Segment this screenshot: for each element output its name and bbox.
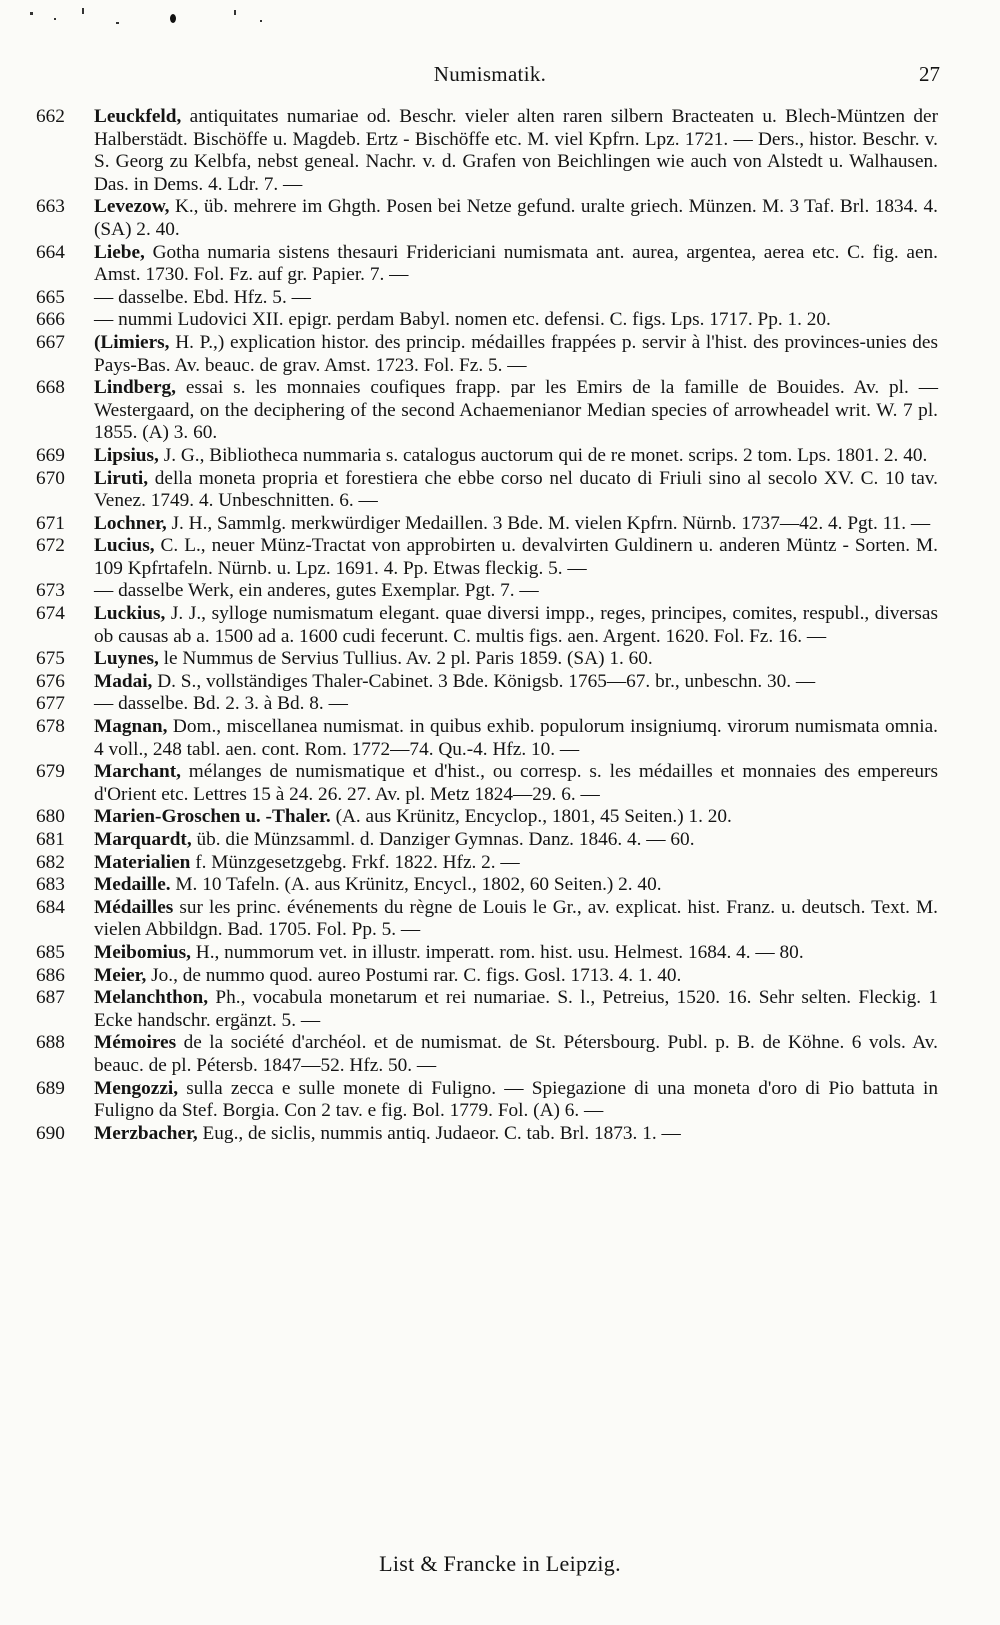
- entry-text: de la société d'archéol. et de numismat. de St. Pétersbourg. Publ. p. B. de Köhne. 6 vols. Av. beauc. de pl. Pétersb. 1847—52. Hfz. 50. —: [94, 1032, 938, 1076]
- entry-author: Madai,: [94, 670, 153, 692]
- catalog-entry: [36, 942, 938, 965]
- entry-text: Eug., de siclis, nummis antiq. Judaeor. C. tab. Brl. 1873. 1. —: [202, 1122, 681, 1144]
- entry-number: 679: [36, 761, 65, 783]
- catalog-entry: [36, 965, 938, 988]
- catalog-entry: [36, 332, 938, 377]
- entry-number: 673: [36, 580, 65, 602]
- entry-author: Leuckfeld,: [94, 106, 182, 127]
- page-header: [40, 62, 940, 92]
- catalog-entry: [36, 445, 938, 468]
- entry-text: f. Münzgesetzgebg. Frkf. 1822. Hfz. 2. —: [195, 851, 520, 873]
- entry-author: Lindberg,: [94, 377, 176, 399]
- catalog-entry: [36, 603, 938, 648]
- entry-author: Lucius,: [94, 535, 155, 557]
- entry-number: 682: [36, 851, 65, 873]
- entry-number: 675: [36, 648, 65, 670]
- catalog-entry: [36, 874, 938, 897]
- entry-number: 683: [36, 874, 65, 896]
- entry-text: Dom., miscellanea numismat. in quibus exhib. populorum insigniumq. virorum numismata omnia. 4 voll., 248 tabl. aen. cont. Rom. 1772—74. Qu.-4. Hfz. 10. —: [94, 716, 938, 760]
- entry-author: Luckius,: [94, 603, 166, 625]
- entry-author: Lipsius,: [94, 444, 159, 466]
- entry-author: Materialien: [94, 851, 191, 873]
- entry-text: H., nummorum vet. in illustr. imperatt. rom. hist. usu. Helmest. 1684. 4. — 80.: [195, 941, 804, 963]
- entry-text: — dasselbe. Ebd. Hfz. 5. —: [94, 286, 311, 308]
- entry-number: 669: [36, 444, 65, 466]
- entry-number: 689: [36, 1077, 65, 1099]
- entry-text: Ph., vocabula monetarum et rei numariae. S. l., Petreius, 1520. 16. Sehr selten. Fleckig. 1 Ecke handschr. ergänzt. 5. —: [94, 987, 938, 1031]
- entry-number: 688: [36, 1032, 65, 1054]
- catalog-entry: [36, 716, 938, 761]
- entry-text: J. G., Bibliotheca nummaria s. catalogus auctorum qui de re monet. scrips. 2 tom. Lps. 1801. 2. 40.: [163, 444, 928, 466]
- entry-author: Luynes,: [94, 648, 159, 670]
- entry-text: — dasselbe Werk, ein anderes, gutes Exemplar. Pgt. 7. —: [94, 580, 539, 602]
- entry-number: 680: [36, 806, 65, 828]
- entry-number: 677: [36, 693, 65, 715]
- entry-author: Melanchthon,: [94, 987, 209, 1009]
- entry-text: Jo., de nummo quod. aureo Postumi rar. C. figs. Gosl. 1713. 4. 1. 40.: [151, 964, 682, 986]
- entry-number: 676: [36, 670, 65, 692]
- entry-number: 665: [36, 286, 65, 308]
- entry-author: Meibomius,: [94, 941, 191, 963]
- entry-author: Marien-Groschen u. -Thaler.: [94, 806, 331, 828]
- catalog-entry: [36, 897, 938, 942]
- catalog-entry: [36, 287, 938, 310]
- entry-text: J. J., sylloge numismatum elegant. quae diversi impp., reges, principes, comites, respubl., diversas ob causas ab a. 1500 ad a. 1600 cudi fecerunt. C. multis figs. aen. Argent. 1620. Fol. Fz. 16. —: [94, 603, 938, 647]
- entry-text: Gotha numaria sistens thesauri Fridericiani numismata ant. aurea, argentea, aerea etc. C. fig. aen. Amst. 1730. Fol. Fz. auf gr. Papier. 7. —: [94, 241, 939, 286]
- catalog-entry: [36, 852, 938, 875]
- entry-number: 687: [36, 987, 65, 1009]
- entry-text: D. S., vollständiges Thaler-Cabinet. 3 Bde. Königsb. 1765—67. br., unbeschn. 30. —: [157, 670, 816, 692]
- catalog-entry: [36, 1032, 938, 1077]
- page-number: 27: [919, 62, 940, 86]
- entry-number: 662: [36, 106, 65, 127]
- entry-text: sulla zecca e sulle monete di Fuligno. — Spiegazione di una moneta d'oro di Pio battuta in Fuligno da Stef. Borgia. Con 2 tav. e fig. Bol. 1779. Fol. (A) 6. —: [94, 1077, 938, 1122]
- entry-number: 686: [36, 964, 65, 986]
- entry-author: Mengozzi,: [94, 1077, 179, 1099]
- entry-text: della moneta propria et forestiera che ebbe corso nel ducato di Friuli sino al secolo XV. C. 10 tav. Venez. 1749. 4. Unbeschnitten. 6. —: [94, 467, 938, 512]
- entry-number: 684: [36, 896, 65, 918]
- entry-author: Liruti,: [94, 467, 149, 489]
- catalog-entry: [36, 671, 938, 694]
- entry-number: 671: [36, 512, 65, 534]
- entry-number: 666: [36, 309, 65, 331]
- entry-number: 663: [36, 196, 65, 218]
- entry-author: Levezow,: [94, 196, 170, 218]
- catalog-entry: [36, 196, 938, 241]
- entry-text: — dasselbe. Bd. 2. 3. à Bd. 8. —: [94, 693, 348, 715]
- entry-text: sur les princ. événements du règne de Louis le Gr., av. explicat. hist. Franz. u. deutsch. Text. M. vielen Abbildgn. Bad. 1705. Fol. Pp. 5. —: [94, 896, 938, 941]
- entry-author: Mémoires: [94, 1032, 177, 1054]
- entry-number: 674: [36, 603, 65, 625]
- entry-number: 670: [36, 467, 65, 489]
- entry-number: 690: [36, 1122, 65, 1144]
- entry-number: 672: [36, 535, 65, 557]
- catalog-entry: [36, 987, 938, 1032]
- entry-text: mélanges de numismatique et d'hist., ou corresp. s. les médailles et monnaies des empereurs d'Orient etc. Lettres 15 à 24. 26. 27. Av. pl. Metz 1824—29. 6. —: [94, 761, 938, 805]
- catalog-entry: [36, 1078, 938, 1123]
- catalog-entry: [36, 580, 938, 603]
- entry-number: 664: [36, 241, 65, 263]
- catalog-entry: [36, 309, 938, 332]
- entry-text: antiquitates numariae od. Beschr. vieler alten raren silbern Bracteaten u. Blech-Müntzen der Halberstädt. Bischöffe u. Magdeb. Ertz - Bischöffe etc. M. viel Kpfrn. Lpz. 1721. — Ders., histor. Beschr. v. S. Georg zu Kelbfa, nebst geneal. Nachr. v. d. Grafen von Beichlingen wie auch von Alstedt u. Walhausen. Das. in Dems. 4. Ldr. 7. —: [94, 106, 938, 195]
- entry-author: Medaille.: [94, 874, 171, 896]
- catalog-entry: [36, 242, 938, 287]
- entry-text: J. H., Sammlg. merkwürdiger Medaillen. 3 Bde. M. vielen Kpfrn. Nürnb. 1737—42. 4. Pgt. 11. —: [171, 512, 931, 534]
- entry-text: (A. aus Krünitz, Encyclop., 1801, 45 Seiten.) 1. 20.: [335, 806, 732, 828]
- entry-author: (Limiers,: [94, 331, 170, 353]
- entry-number: 685: [36, 941, 65, 963]
- entry-number: 678: [36, 716, 65, 738]
- entry-text: essai s. les monnaies coufiques frapp. par les Emirs de la famille de Bouides. Av. pl. — Westergaard, on the deciphering of the second Achaemenianor Median species of arrowheadel writ. W. 7 pl. 1855. (A) 3. 60.: [94, 377, 938, 444]
- catalog-entry: [36, 513, 938, 536]
- entry-text: C. L., neuer Münz-Tractat von approbirten u. devalvirten Guldinern u. anderen Müntz - Sorten. M. 109 Kpfrtafeln. Nürnb. u. Lpz. 1691. 4. Pp. Etwas fleckig. 5. —: [94, 535, 938, 579]
- entry-text: H. P.,) explication histor. des princip. médailles frappées p. servir à l'hist. des provinces-unies des Pays-Bas. Av. beauc. de grav. Amst. 1723. Fol. Fz. 5. —: [94, 331, 938, 376]
- catalog-entry: [36, 693, 938, 716]
- entry-number: 681: [36, 829, 65, 850]
- entry-text: — nummi Ludovici XII. epigr. perdam Babyl. nomen etc. defensi. C. figs. Lps. 1717. Pp. 1. 20.: [94, 309, 831, 331]
- catalog-entry: [36, 377, 938, 445]
- catalog-entry: [36, 535, 938, 580]
- catalog-entries: [36, 106, 938, 1145]
- catalog-entry: [36, 648, 938, 671]
- catalog-entry: [36, 1123, 938, 1146]
- catalog-entry: [36, 468, 938, 513]
- entry-author: Médailles: [94, 896, 174, 918]
- entry-author: Marchant,: [94, 761, 181, 783]
- entry-number: 668: [36, 377, 65, 399]
- entry-text: üb. die Münzsamml. d. Danziger Gymnas. Danz. 1846. 4. — 60.: [196, 829, 695, 850]
- catalog-entry: [36, 806, 938, 829]
- publisher-footer: List & Francke in Leipzig.: [379, 1551, 621, 1576]
- catalog-entry: [36, 829, 938, 852]
- entry-text: K., üb. mehrere im Ghgth. Posen bei Netze gefund. uralte griech. Münzen. M. 3 Taf. Brl. 1834. 4. (SA) 2. 40.: [94, 196, 938, 240]
- entry-number: 667: [36, 331, 65, 353]
- entry-author: Liebe,: [94, 241, 145, 263]
- entry-text: M. 10 Tafeln. (A. aus Krünitz, Encycl., 1802, 60 Seiten.) 2. 40.: [175, 874, 662, 896]
- entry-author: Magnan,: [94, 716, 168, 738]
- entry-author: Meier,: [94, 964, 147, 986]
- entry-author: Merzbacher,: [94, 1122, 198, 1144]
- catalog-entry: [36, 106, 938, 196]
- entry-text: le Nummus de Servius Tullius. Av. 2 pl. Paris 1859. (SA) 1. 60.: [163, 648, 653, 670]
- entry-author: Marquardt,: [94, 829, 192, 850]
- print-specks: [20, 4, 280, 40]
- entry-author: Lochner,: [94, 512, 167, 534]
- catalog-entry: [36, 761, 938, 806]
- running-title: Numismatik.: [433, 62, 547, 86]
